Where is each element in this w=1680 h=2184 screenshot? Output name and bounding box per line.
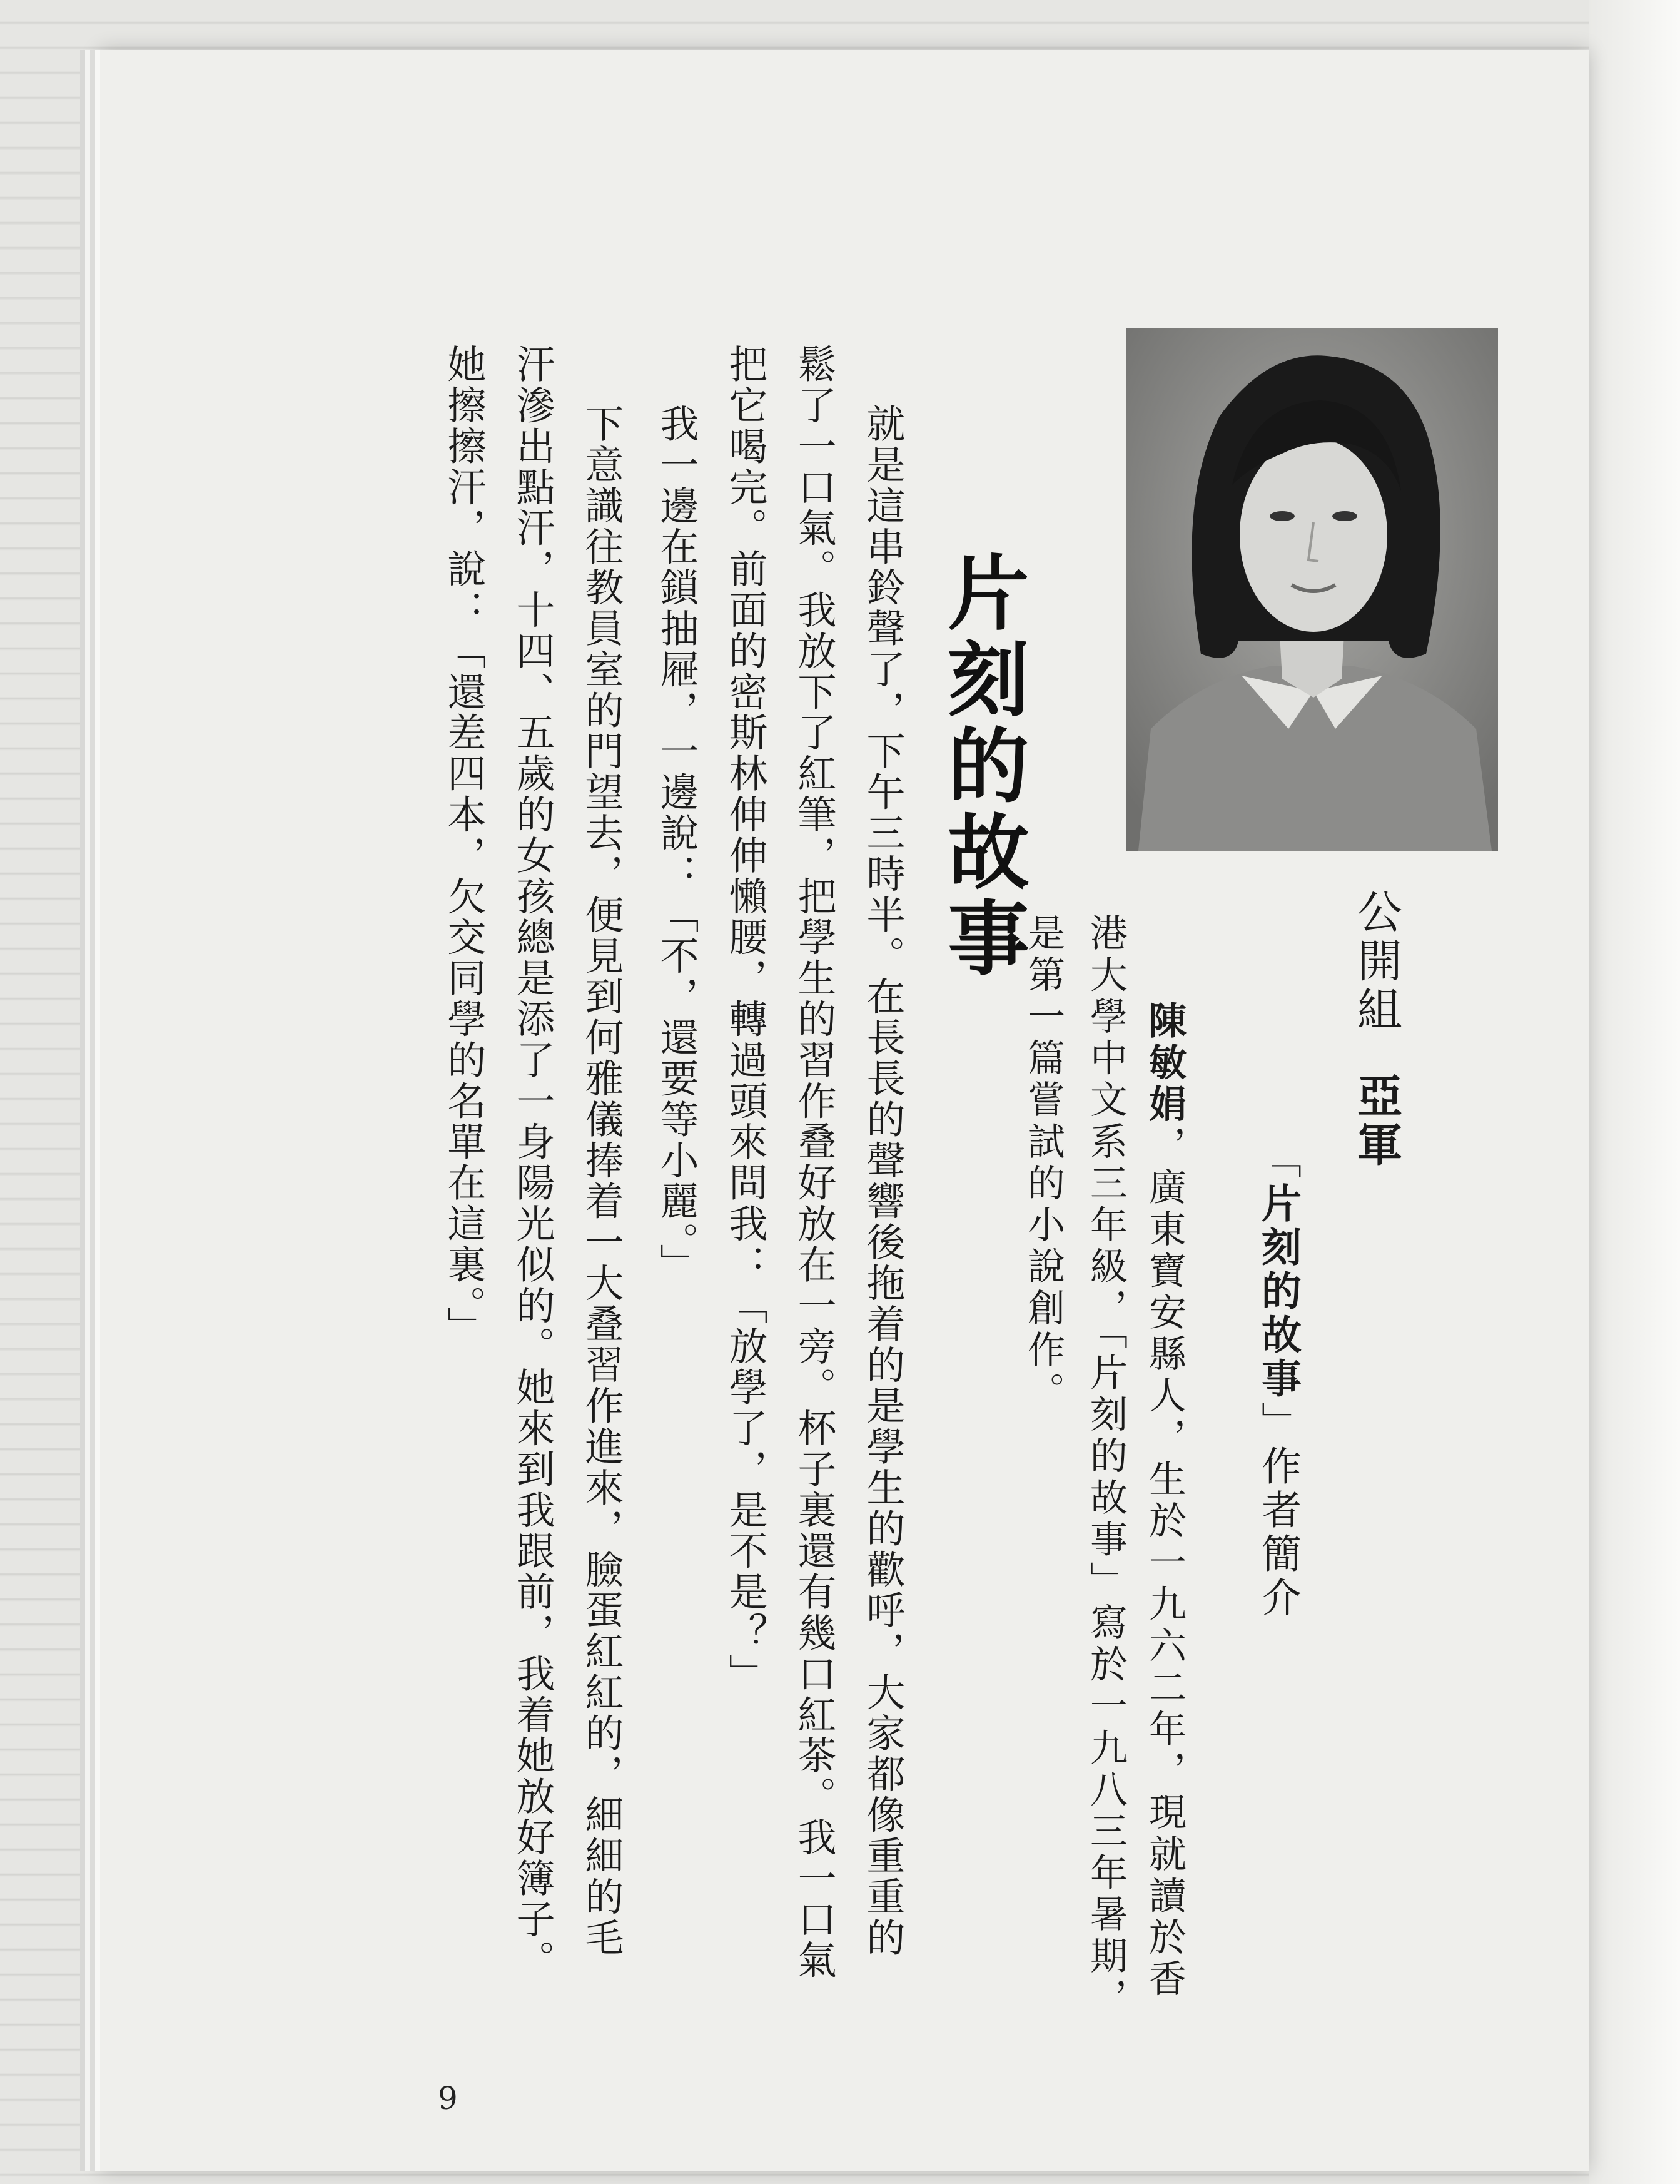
author-photo (1126, 328, 1498, 851)
bio-line-2: 港大學中文系三年級，「片刻的故事」寫於一九八三年暑期， (1084, 913, 1128, 2020)
author-name: 陳敏娟 (1143, 1001, 1187, 1126)
story-title: 片刻的故事 (934, 551, 1030, 982)
story-line-6: 汗滲出點汗，十四、五歲的女孩總是添了一身陽光似的。她來到我跟前，我着她放好簿子。 (510, 344, 555, 1981)
story-line-4: 我一邊在鎖抽屜，一邊說：「不，還要等小麗。」 (654, 404, 699, 1284)
book-page (100, 50, 1589, 2171)
facing-page-edge (1589, 0, 1680, 2184)
story-line-2: 鬆了一口氣。我放下了紅筆，把學生的習作叠好放在一旁。杯子裏還有幾口紅茶。我一口氣 (791, 344, 837, 1981)
award-line (1351, 888, 1401, 1170)
bio-heading-title: 片刻的故事 (1255, 1182, 1301, 1401)
story-line-3: 把它喝完。前面的密斯林伸伸懶腰，轉過頭來問我：「放學了，是不是？」 (722, 344, 768, 1695)
story-line-7: 她擦擦汗，說：「還差四本，欠交同學的名單在這裏。」 (441, 344, 487, 1348)
bio-heading (1256, 1139, 1300, 1620)
story-line-1: 就是這串鈴聲了，下午三時半。在長長的聲響後拖着的是學生的歡呼，大家都像重重的 (860, 404, 906, 1959)
bio-line-1 (1143, 1001, 1187, 2001)
bio-line-3: 是第一篇嘗試的小說創作。 (1021, 913, 1065, 1414)
category-label: 公開組 (1350, 888, 1402, 1035)
show-through-text (944, 238, 997, 1864)
bio-line-1-text: ，廣東寶安縣人，生於一九六二年，現就讀於香 (1143, 1125, 1187, 2001)
bio-heading-close: 」作者簡介 (1255, 1401, 1301, 1620)
award-label: 亞軍 (1350, 1072, 1402, 1170)
story-line-5: 下意識往教員室的門望去，便見到何雅儀捧着一大叠習作進來，臉蛋紅紅的，細細的毛 (579, 404, 624, 1959)
page-number: 9 (438, 2080, 458, 2116)
bio-heading-open: 「 (1255, 1139, 1301, 1182)
portrait-image (1126, 328, 1498, 851)
